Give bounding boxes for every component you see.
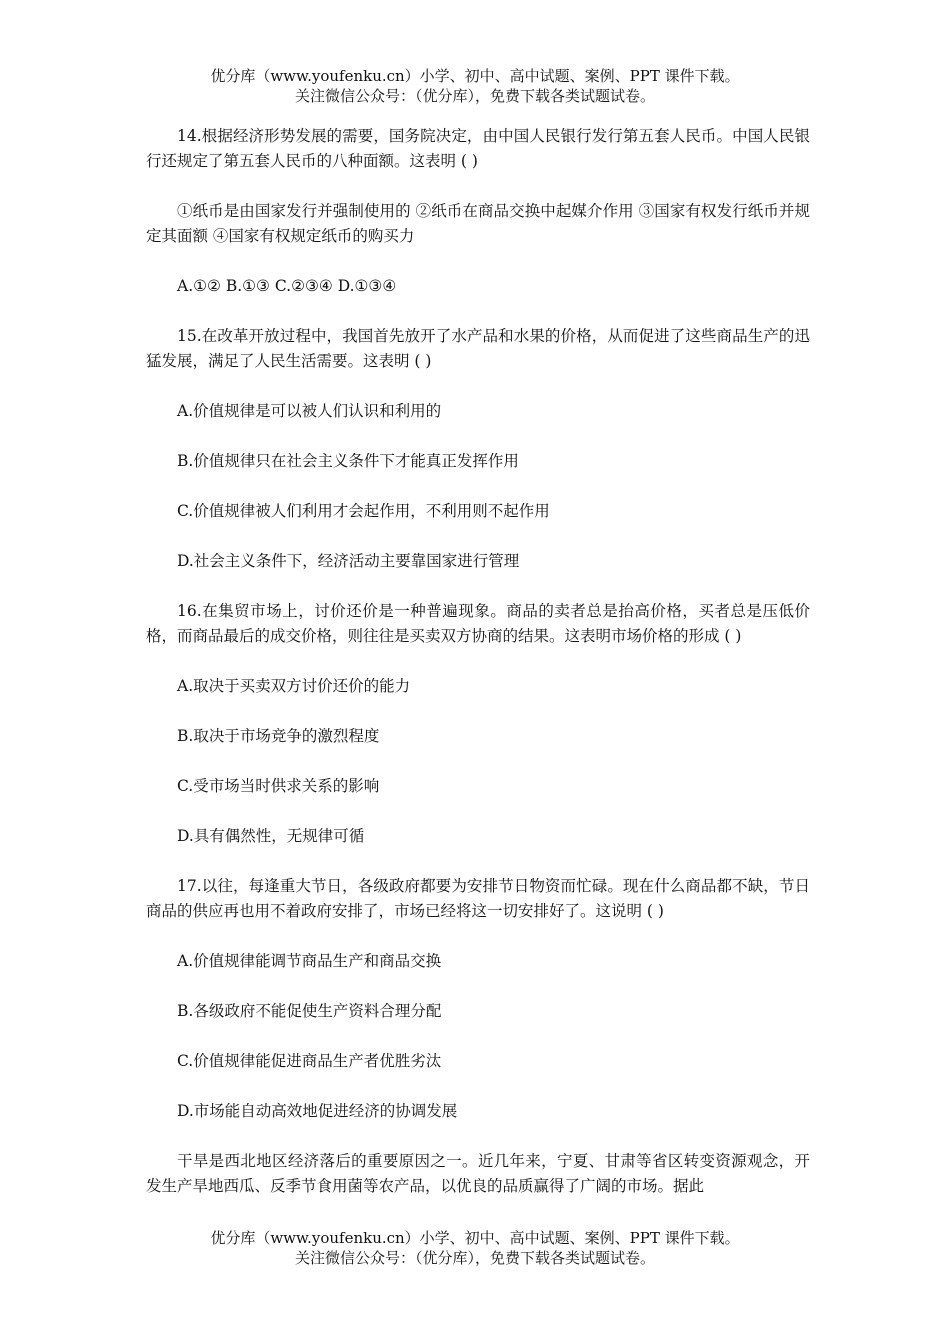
question-14-options: A.①② B.①③ C.②③④ D.①③④ xyxy=(177,277,397,295)
question-14-statements: ①纸币是由国家发行并强制使用的 ②纸币在商品交换中起媒介作用 ③国家有权发行纸币并规定其面额 ④国家有权规定纸币的购买力 xyxy=(146,202,810,245)
question-16-option-a: A.取决于买卖双方讨价还价的能力 xyxy=(177,677,411,695)
question-15-option-c: C.价值规律被人们利用才会起作用，不利用则不起作用 xyxy=(177,502,550,520)
question-17-option-d: D.市场能自动高效地促进经济的协调发展 xyxy=(177,1102,458,1120)
question-15-option-d: D.社会主义条件下，经济活动主要靠国家进行管理 xyxy=(177,552,520,570)
question-15-stem: 15.在改革开放过程中，我国首先放开了水产品和水果的价格，从而促进了这些商品生产的迅猛发展，满足了人民生活需要。这表明 ( ) xyxy=(146,327,810,370)
page-footer xyxy=(0,1228,950,1268)
footer-line-1: 优分库（www.youfenku.cn）小学、初中、高中试题、案例、PPT 课件下载。 xyxy=(210,1229,740,1247)
question-16-option-d: D.具有偶然性，无规律可循 xyxy=(177,827,365,845)
question-17-option-a: A.价值规律能调节商品生产和商品交换 xyxy=(177,952,442,970)
question-14-stem: 14.根据经济形势发展的需要，国务院决定，由中国人民银行发行第五套人民币。中国人民银行还规定了第五套人民币的八种面额。这表明 ( ) xyxy=(146,127,810,170)
closing-paragraph: 干旱是西北地区经济落后的重要原因之一。近几年来，宁夏、甘肃等省区转变资源观念，开发生产旱地西瓜、反季节食用菌等农产品，以优良的品质赢得了广阔的市场。据此 xyxy=(146,1152,810,1195)
header-line-1: 优分库（www.youfenku.cn）小学、初中、高中试题、案例、PPT 课件下载。 xyxy=(210,67,740,85)
question-17-stem: 17.以往，每逢重大节日，各级政府都要为安排节日物资而忙碌。现在什么商品都不缺，节日商品的供应再也用不着政府安排了，市场已经将这一切安排好了。这说明 ( ) xyxy=(146,877,810,920)
page-header xyxy=(0,66,950,106)
question-16-stem: 16.在集贸市场上，讨价还价是一种普遍现象。商品的卖者总是抬高价格，买者总是压低价格，而商品最后的成交价格，则往往是买卖双方协商的结果。这表明市场价格的形成 ( ) xyxy=(146,602,810,645)
question-16-option-b: B.取决于市场竞争的激烈程度 xyxy=(177,727,380,745)
question-16-option-c: C.受市场当时供求关系的影响 xyxy=(177,777,380,795)
question-15-option-b: B.价值规律只在社会主义条件下才能真正发挥作用 xyxy=(177,452,519,470)
question-15-option-a: A.价值规律是可以被人们认识和利用的 xyxy=(177,402,442,420)
document-body xyxy=(146,124,810,1199)
footer-line-2: 关注微信公众号：（优分库），免费下载各类试题试卷。 xyxy=(294,1249,655,1267)
question-17-option-c: C.价值规律能促进商品生产者优胜劣汰 xyxy=(177,1052,442,1070)
header-line-2: 关注微信公众号：（优分库），免费下载各类试题试卷。 xyxy=(294,87,655,105)
question-17-option-b: B.各级政府不能促使生产资料合理分配 xyxy=(177,1002,442,1020)
